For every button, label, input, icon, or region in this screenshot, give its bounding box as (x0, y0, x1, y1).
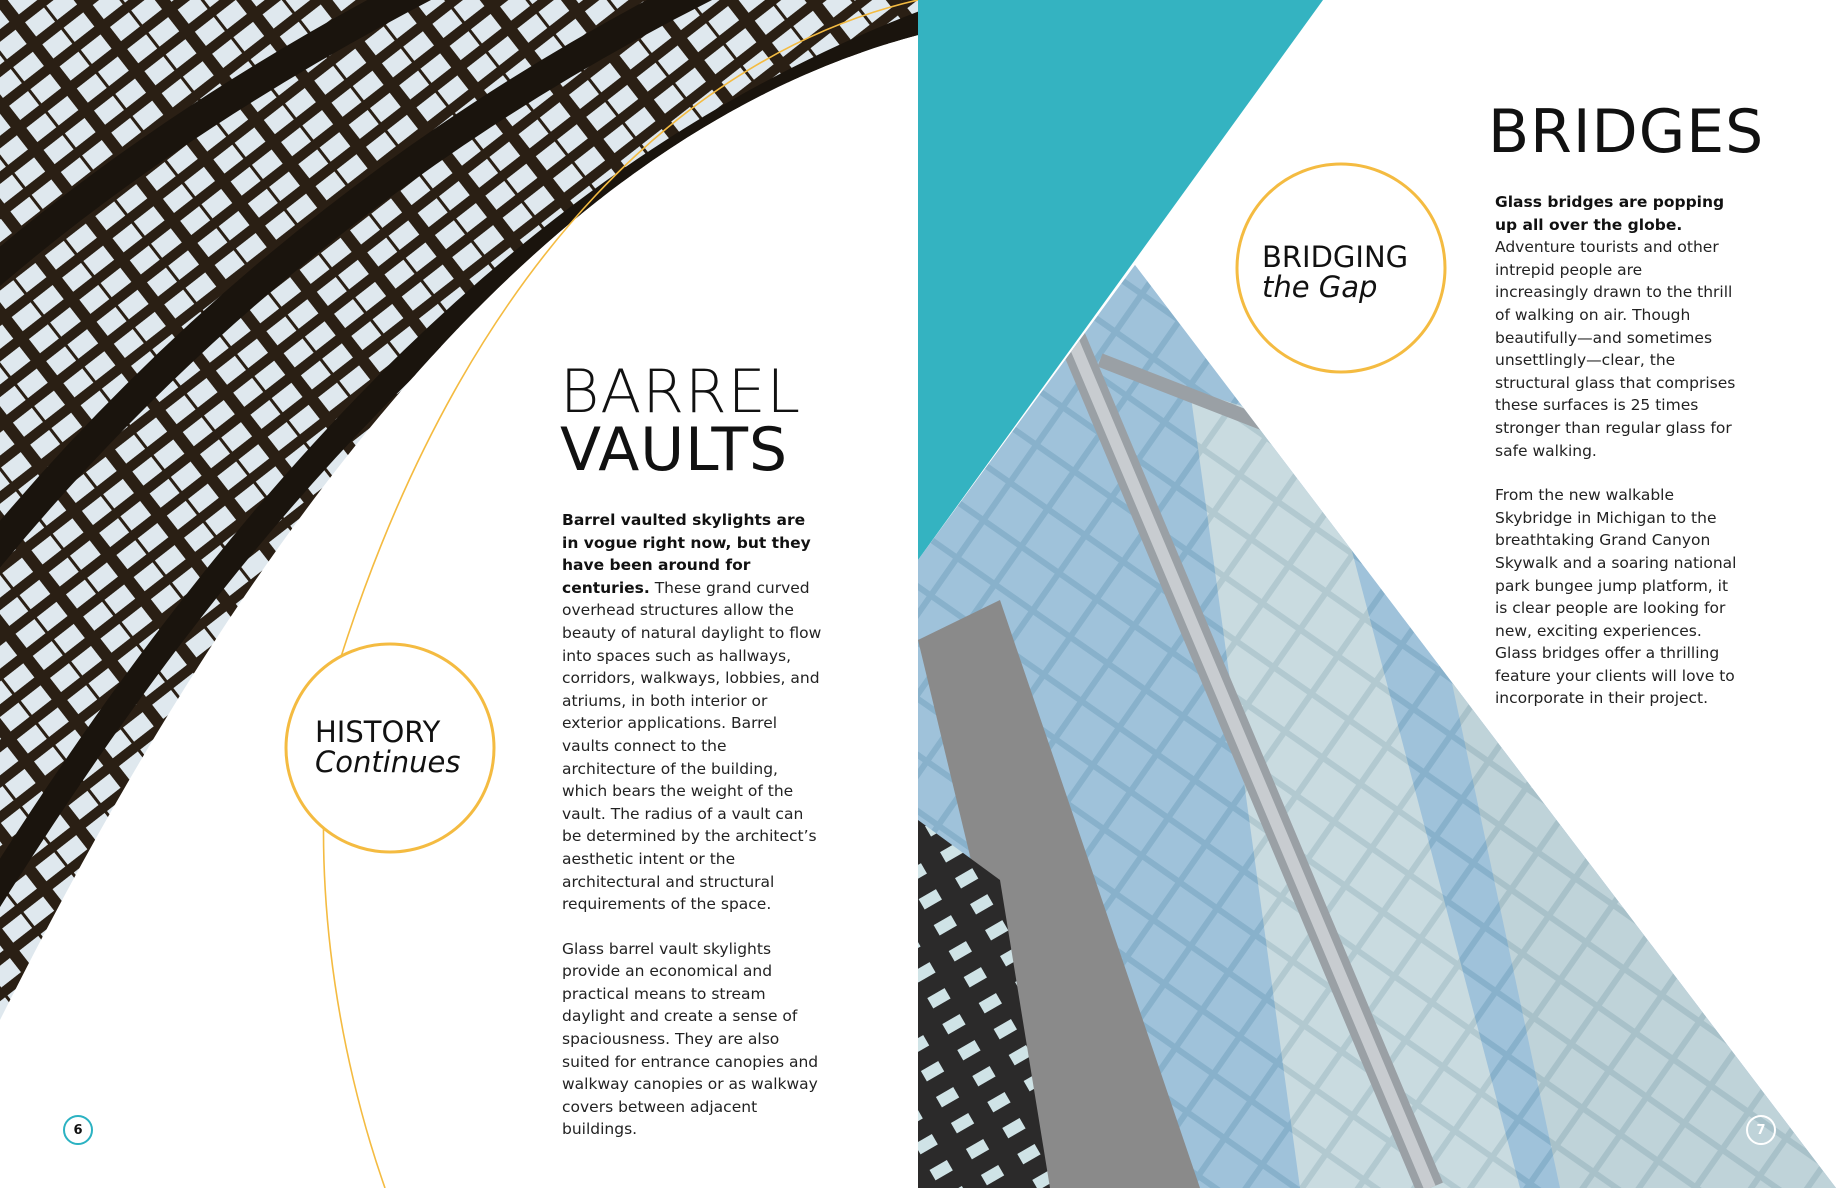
barrel-vaults-para-1-text: These grand curved overhead structures allow the beauty of natural daylight to flow into spaces such as hallways, corridors, walkways, lobbies, and atriums, in both interior or exterior applications. Barrel vaults connect to the architecture of the building, which bears the weight of the vault. The radius of a vault can be determined by the architect’s aesthetic intent or the architectural and structural requirements of the space. (562, 578, 822, 914)
continues-label: Continues (315, 745, 461, 779)
bridges-lead: Glass bridges are popping up all over the globe. (1495, 193, 1725, 234)
bridges-para-1 (1495, 191, 1740, 462)
barrel-vaults-para-2: Glass barrel vault skylights provide an economical and practical means to stream daylight and create a sense of spaciousness. They are also suited for entrance canopies and walkway canopies or as walkway covers between adjacent buildings. (562, 939, 819, 1139)
history-label: HISTORY (315, 715, 441, 749)
the-gap-label: the Gap (1262, 270, 1378, 304)
barrel-vaults-title (560, 357, 802, 485)
page-number-left: 6 (63, 1115, 93, 1145)
title-line-barrel: BARREL (560, 357, 802, 427)
barrel-vaults-para-1 (562, 509, 824, 916)
page-number-right: 7 (1746, 1115, 1776, 1145)
bridges-para-1-text: Adventure tourists and other intrepid people are increasingly drawn to the thrill of walking on air. Though beautifully—and sometimes unsettlingly—clear, the structural glass that comprises these surfaces is 25 times stronger than regular glass for safe walking. (1495, 238, 1736, 460)
bridges-title: BRIDGES (1488, 97, 1765, 167)
bridging-label: BRIDGING (1262, 240, 1409, 274)
barrel-vaults-body (562, 509, 824, 1163)
bridging-circle-label (1262, 242, 1408, 302)
bridges-body (1495, 191, 1740, 732)
bridges-para-2: From the new walkable Skybridge in Michigan to the breathtaking Grand Canyon Skywalk and a soaring national park bungee jump platform, it is clear people are looking for new, exciting experiences. Glass bridges offer a thrilling feature your clients will love to incorporate in their project. (1495, 486, 1737, 708)
barrel-vaults-lead: Barrel vaulted skylights are in vogue right now, but they have been around for centuries. (562, 511, 811, 597)
title-line-vaults: VAULTS (560, 415, 789, 485)
history-circle-label (315, 717, 461, 777)
